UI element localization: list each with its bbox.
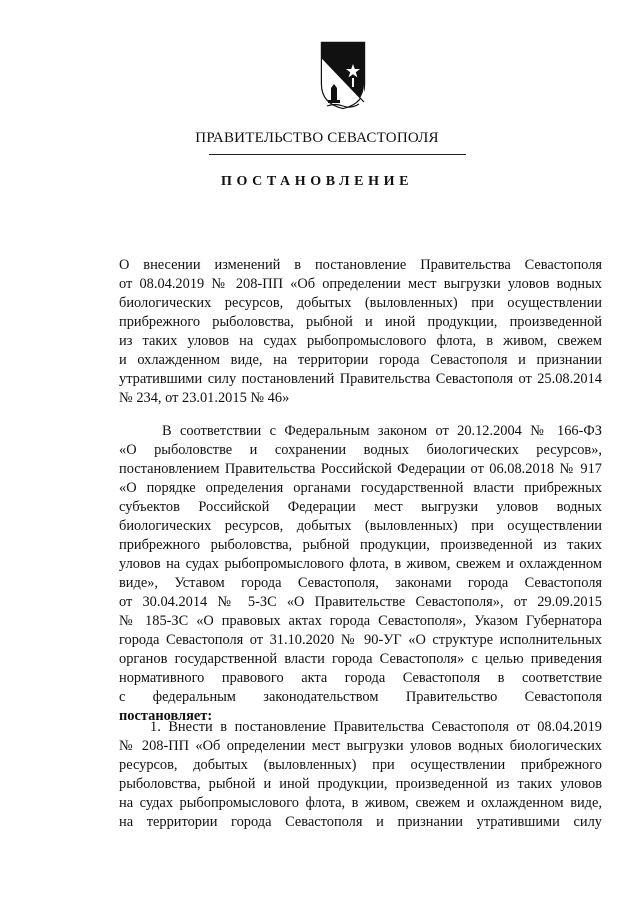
item-line: 1. Внести в постановление Правительства Севастополя от 08.04.2019	[150, 719, 602, 735]
preamble-line: органов государственной власти города Севастополя» с целью приведения	[119, 651, 602, 667]
title-line: утратившими силу постановлений Правительства Севастополя от 25.08.2014	[119, 371, 602, 387]
item-line: на судах рыбопромыслового флота, в живом, свежем и охлажденном виде,	[119, 795, 602, 811]
preamble-line: прибрежного рыболовства, рыбной продукции, произведенной из таких	[119, 537, 602, 553]
item-line: на территории города Севастополя и признании утратившими силу	[119, 814, 602, 830]
preamble-line: с федеральным законодательством Правительство Севастополя	[119, 689, 602, 705]
item-line: ресурсов, добытых (выловленных) при осуществлении прибрежного	[119, 757, 602, 773]
document-title	[119, 256, 602, 408]
preamble-line: от 30.04.2014 № 5-ЗС «О Правительстве Севастополя», от 29.09.2015	[119, 594, 602, 610]
preamble-line: города Севастополя от 31.10.2020 № 90-УГ «О структуре исполнительных	[119, 632, 602, 648]
preamble-line: нормативного правового акта города Севастополя в соответствие	[119, 670, 602, 686]
item-line: рыболовства, рыбной и иной продукции, произведенной из таких уловов	[119, 776, 602, 792]
title-line: прибрежного рыболовства, рыбной и иной продукции, произведенной	[119, 314, 602, 330]
preamble-line: В соответствии с Федеральным законом от 20.12.2004 № 166-ФЗ	[162, 423, 602, 439]
coat-of-arms-icon	[319, 40, 367, 110]
resolves-word: постановляет:	[119, 708, 213, 724]
preamble-line: уловов на судах рыбопромыслового флота, в живом, свежем и охлажденном	[119, 556, 602, 572]
title-line: из таких уловов на судах рыбопромыслового флота, в живом, свежем	[119, 333, 602, 349]
organization-name: ПРАВИТЕЛЬСТВО СЕВАСТОПОЛЯ	[195, 130, 439, 146]
preamble-line: субъектов Российской Федерации мест выгрузки уловов водных	[119, 499, 602, 515]
preamble-paragraph	[119, 422, 602, 726]
title-line: О внесении изменений в постановление Правительства Севастополя	[119, 257, 602, 273]
preamble-line: виде», Уставом города Севастополя, законами города Севастополя	[119, 575, 602, 591]
preamble-line: биологических ресурсов, добытых (выловленных) при осуществлении	[119, 518, 602, 534]
title-line: биологических ресурсов, добытых (выловленных) при осуществлении	[119, 295, 602, 311]
item-line: № 208-ПП «Об определении мест выгрузки уловов водных биологических	[119, 738, 602, 754]
preamble-line: «О порядке определения органами государственной власти прибрежных	[119, 480, 602, 496]
preamble-line: постановлением Правительства Российской Федерации от 06.08.2018 № 917	[119, 461, 602, 477]
document-type: ПОСТАНОВЛЕНИЕ	[220, 174, 414, 189]
title-line: № 234, от 23.01.2015 № 46»	[119, 390, 290, 406]
preamble-line: № 185-ЗС «О правовых актах города Севастополя», Указом Губернатора	[119, 613, 602, 629]
title-line: и охлажденном виде, на территории города Севастополя и признании	[119, 352, 602, 368]
header-divider	[209, 154, 466, 155]
preamble-line: «О рыболовстве и сохранении водных биологических ресурсов»,	[119, 442, 602, 458]
title-line: от 08.04.2019 № 208-ПП «Об определении мест выгрузки уловов водных	[119, 276, 602, 292]
item-1-paragraph	[119, 718, 602, 832]
